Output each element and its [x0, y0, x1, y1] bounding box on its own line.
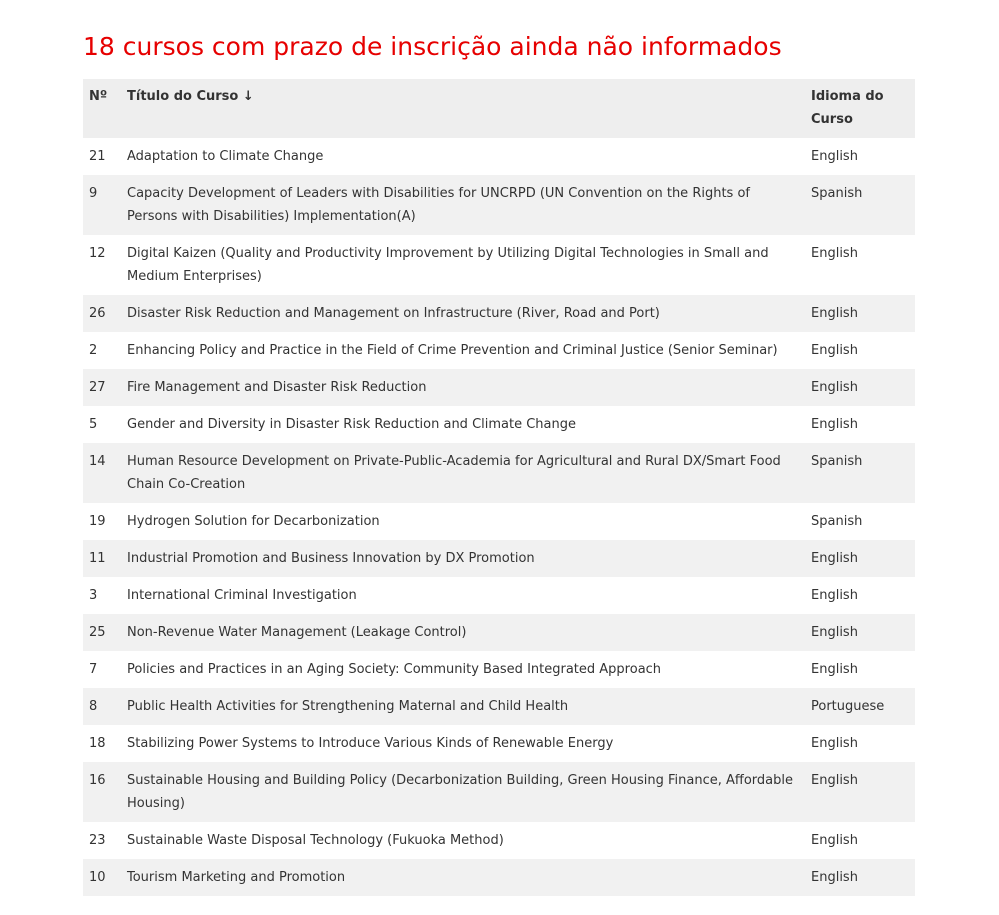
table-row	[83, 822, 915, 859]
table-row	[83, 688, 915, 725]
course-number: 21	[89, 149, 106, 164]
course-number: 16	[83, 762, 121, 822]
course-language: English	[811, 149, 858, 164]
course-title: Hydrogen Solution for Decarbonization	[127, 514, 380, 529]
table-row	[83, 235, 915, 295]
column-header-number[interactable]: Nº	[83, 79, 121, 138]
table-row	[83, 503, 915, 540]
course-language: English	[805, 540, 915, 577]
course-number: 26	[83, 295, 121, 332]
course-number: 19	[89, 514, 106, 529]
course-number: 3	[89, 588, 98, 603]
course-language: English	[811, 417, 858, 432]
course-language: English	[811, 662, 858, 677]
course-number: 7	[89, 662, 98, 677]
course-number: 5	[89, 417, 98, 432]
course-number: 2	[89, 343, 98, 358]
course-number: 10	[83, 859, 121, 896]
table-row	[83, 175, 915, 235]
course-number: 18	[89, 736, 106, 751]
course-title: Stabilizing Power Systems to Introduce Various Kinds of Renewable Energy	[127, 736, 614, 751]
table-row	[83, 859, 915, 896]
course-number: 25	[83, 614, 121, 651]
course-title: Sustainable Housing and Building Policy (Decarbonization Building, Green Housing Finance, Affordable Housing)	[121, 762, 805, 822]
table-row	[83, 651, 915, 688]
course-title: Tourism Marketing and Promotion	[121, 859, 805, 896]
course-title: Capacity Development of Leaders with Disabilities for UNCRPD (UN Convention on the Rights of Persons with Disabilities) Implementation(A)	[121, 175, 805, 235]
column-header-title[interactable]: Título do Curso ↓	[121, 79, 805, 138]
course-number: 23	[89, 833, 106, 848]
course-title: Policies and Practices in an Aging Society: Community Based Integrated Approach	[127, 662, 662, 677]
course-language: Portuguese	[805, 688, 915, 725]
course-number: 12	[89, 246, 106, 261]
table-row	[83, 614, 915, 651]
course-language: English	[805, 762, 915, 822]
table-row	[83, 577, 915, 614]
table-row	[83, 138, 915, 175]
table-row	[83, 443, 915, 503]
course-title: Non-Revenue Water Management (Leakage Control)	[121, 614, 805, 651]
course-title: International Criminal Investigation	[127, 588, 357, 603]
course-language: English	[805, 369, 915, 406]
course-title: Human Resource Development on Private-Public-Academia for Agricultural and Rural DX/Smart Food Chain Co-Creation	[121, 443, 805, 503]
course-title: Digital Kaizen (Quality and Productivity Improvement by Utilizing Digital Technologies in Small and Medium Enterprises)	[127, 246, 769, 284]
course-number: 8	[83, 688, 121, 725]
table-header-row	[83, 79, 915, 138]
course-number: 27	[83, 369, 121, 406]
course-language: English	[805, 614, 915, 651]
course-language: Spanish	[805, 175, 915, 235]
course-title: Adaptation to Climate Change	[127, 149, 324, 164]
course-title: Fire Management and Disaster Risk Reduction	[121, 369, 805, 406]
course-language: English	[811, 833, 858, 848]
course-title: Sustainable Waste Disposal Technology (Fukuoka Method)	[127, 833, 504, 848]
page-title: 18 cursos com prazo de inscrição ainda não informados	[83, 32, 782, 61]
course-language: English	[805, 859, 915, 896]
course-language: English	[811, 736, 858, 751]
course-title: Industrial Promotion and Business Innovation by DX Promotion	[121, 540, 805, 577]
course-title: Enhancing Policy and Practice in the Field of Crime Prevention and Criminal Justice (Senior Seminar)	[127, 343, 778, 358]
table-row	[83, 725, 915, 762]
course-title: Public Health Activities for Strengthening Maternal and Child Health	[121, 688, 805, 725]
table-row	[83, 295, 915, 332]
courses-table	[83, 79, 915, 896]
table-row	[83, 369, 915, 406]
course-language: Spanish	[805, 443, 915, 503]
table-row	[83, 332, 915, 369]
table-row	[83, 762, 915, 822]
course-title: Disaster Risk Reduction and Management on Infrastructure (River, Road and Port)	[121, 295, 805, 332]
course-language: English	[811, 588, 858, 603]
table-row	[83, 406, 915, 443]
course-language: English	[811, 343, 858, 358]
course-language: Spanish	[811, 514, 863, 529]
table-row	[83, 540, 915, 577]
course-language: English	[805, 295, 915, 332]
course-number: 9	[83, 175, 121, 235]
course-number: 14	[83, 443, 121, 503]
course-language: English	[811, 246, 858, 261]
column-header-language[interactable]: Idioma do Curso	[805, 79, 915, 138]
course-number: 11	[83, 540, 121, 577]
course-title: Gender and Diversity in Disaster Risk Reduction and Climate Change	[127, 417, 577, 432]
